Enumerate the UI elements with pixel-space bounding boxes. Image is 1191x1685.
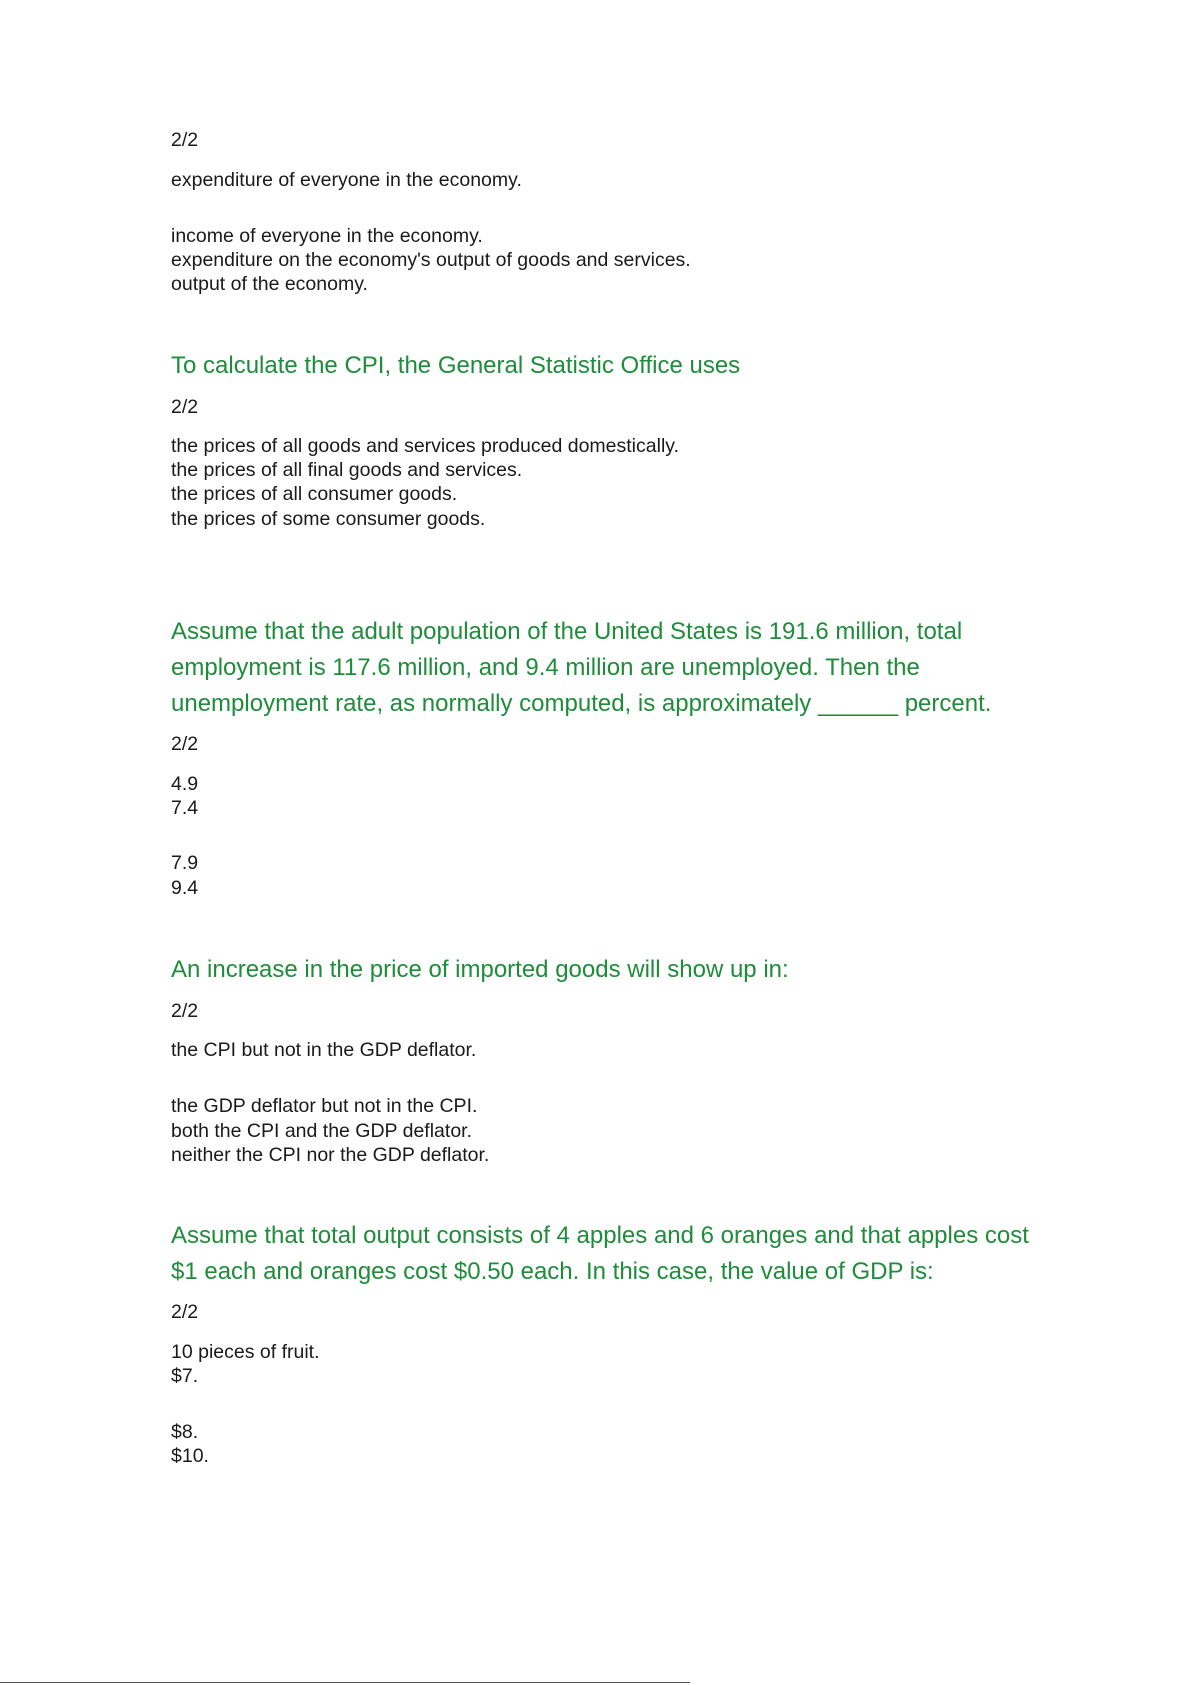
question-cpi: To calculate the CPI, the General Statistic Office uses (171, 352, 741, 379)
score-q2: 2/2 (171, 396, 199, 418)
score-q4: 2/2 (171, 1000, 199, 1022)
question-unemployment-line1: Assume that the adult population of the United States is 191.6 million, total (171, 618, 963, 645)
question-gdp-line1: Assume that total output consists of 4 apples and 6 oranges and that apples cost (171, 1222, 1029, 1249)
score-q3: 2/2 (171, 733, 199, 755)
option-q2-d[interactable]: the prices of some consumer goods. (171, 508, 486, 530)
option-q2-c[interactable]: the prices of all consumer goods. (171, 483, 458, 505)
option-q5-a[interactable]: 10 pieces of fruit. (171, 1341, 320, 1363)
option-q2-b[interactable]: the prices of all final goods and services. (171, 459, 523, 481)
question-gdp-line2: $1 each and oranges cost $0.50 each. In this case, the value of GDP is: (171, 1258, 934, 1285)
option-q3-b[interactable]: 7.4 (171, 797, 199, 819)
option-block1-c[interactable]: expenditure on the economy's output of goods and services. (171, 249, 691, 271)
question-unemployment-line3: unemployment rate, as normally computed, is approximately ______ percent. (171, 690, 992, 717)
option-q4-a[interactable]: the CPI but not in the GDP deflator. (171, 1039, 477, 1061)
question-imported-goods: An increase in the price of imported goods will show up in: (171, 956, 789, 983)
option-q2-a[interactable]: the prices of all goods and services produced domestically. (171, 435, 679, 457)
option-q4-d[interactable]: neither the CPI nor the GDP deflator. (171, 1144, 490, 1166)
option-q5-c[interactable]: $8. (171, 1421, 199, 1443)
score-block1: 2/2 (171, 129, 199, 151)
option-q5-d[interactable]: $10. (171, 1445, 209, 1467)
option-block1-a[interactable]: expenditure of everyone in the economy. (171, 169, 522, 191)
option-q3-a[interactable]: 4.9 (171, 773, 199, 795)
option-q5-b[interactable]: $7. (171, 1365, 199, 1387)
score-q5: 2/2 (171, 1301, 199, 1323)
option-block1-d[interactable]: output of the economy. (171, 273, 368, 295)
option-q4-c[interactable]: both the CPI and the GDP deflator. (171, 1120, 473, 1142)
option-q3-d[interactable]: 9.4 (171, 877, 199, 899)
option-q3-c[interactable]: 7.9 (171, 852, 199, 874)
footer-divider (0, 1682, 690, 1683)
option-q4-b[interactable]: the GDP deflator but not in the CPI. (171, 1095, 478, 1117)
option-block1-b[interactable]: income of everyone in the economy. (171, 225, 483, 247)
question-unemployment-line2: employment is 117.6 million, and 9.4 million are unemployed. Then the (171, 654, 920, 681)
